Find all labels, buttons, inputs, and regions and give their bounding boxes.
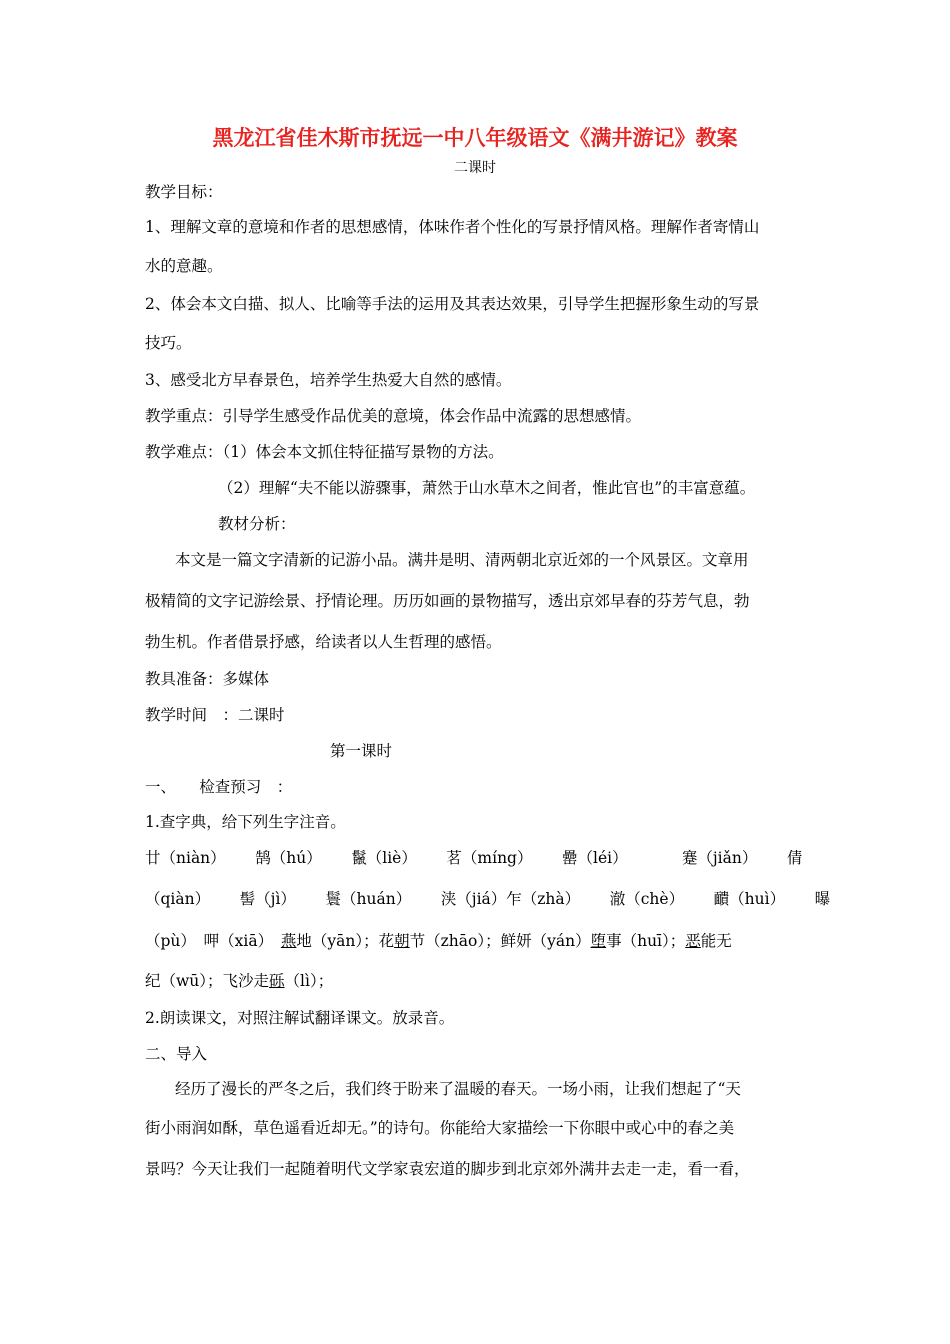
objective-1-line-2: 水的意趣。: [145, 257, 223, 275]
objective-3: 3、感受北方早春景色，培养学生热爱大自然的感情。: [145, 371, 512, 389]
pinyin-item: 罍（léi）: [562, 849, 628, 867]
teaching-time: 教学时间 ：二课时: [145, 706, 285, 724]
pinyin-item: 茗（míng）: [446, 849, 533, 867]
underlined-char: 堕: [590, 932, 607, 950]
analysis-heading: 教材分析：: [218, 515, 296, 533]
teaching-tools: 教具准备：多媒体: [145, 670, 270, 688]
row-text: （pù） 呷（xiā）: [145, 932, 281, 950]
row-text: 地（yān）；花: [296, 932, 395, 950]
pinyin-item: 鬟（huán）: [325, 890, 412, 908]
pinyin-item: 倩: [786, 849, 803, 867]
pinyin-row-2: [145, 887, 830, 909]
objective-1-line-1: 1、理解文章的意境和作者的思想感情，体味作者个性化的写景抒情风格。理解作者寄情山: [145, 218, 760, 236]
row-text: 纪（wū）；飞沙走: [145, 972, 270, 990]
row-text: 节（zhāo）；鲜妍（yán）: [409, 932, 591, 950]
pinyin-item: 鹄（hú）: [255, 849, 322, 867]
analysis-line-2: 极精简的文字记游绘景、抒情论理。历历如画的景物描写，透出京郊早春的芬芳气息，勃: [145, 592, 750, 610]
pinyin-row-4: [145, 969, 333, 991]
pinyin-row-1: [145, 846, 802, 868]
pinyin-row-3: [145, 929, 732, 951]
pinyin-item: 浃（jiá）乍（zhà）: [440, 890, 581, 908]
pinyin-item: 曝: [814, 890, 831, 908]
pinyin-item: 髻（jì）: [239, 890, 296, 908]
section-1-heading: 一、 检查预习 ：: [145, 778, 293, 796]
analysis-line-1: 本文是一篇文字清新的记游小品。满井是明、清两朝北京近郊的一个风景区。文章用: [175, 551, 749, 569]
analysis-line-3: 勃生机。作者借景抒感，给读者以人生哲理的感悟。: [145, 633, 502, 651]
row-text: （lì）；: [284, 972, 334, 990]
pinyin-item: 澈（chè）: [609, 890, 685, 908]
document-title: 黑龙江省佳木斯市抚远一中八年级语文《满井游记》教案: [212, 126, 738, 150]
difficulty-1: 教学难点：（1）体会本文抓住特征描写景物的方法。: [145, 443, 504, 461]
underlined-char: 朝: [394, 932, 410, 950]
objective-2-line-1: 2、体会本文白描、拟人、比喻等手法的运用及其表达效果，引导学生把握形象生动的写景: [145, 295, 760, 313]
intro-line-3: 景吗？今天让我们一起随着明代文学家袁宏道的脚步到北京郊外满井去走一走，看一看，: [145, 1160, 750, 1178]
pinyin-item: （qiàn）: [145, 890, 211, 908]
objectives-heading: 教学目标：: [145, 183, 223, 201]
intro-line-1: 经历了漫长的严冬之后，我们终于盼来了温暖的春天。一场小雨，让我们想起了“天: [175, 1080, 741, 1098]
section-2-heading: 二、导入: [145, 1045, 208, 1063]
pinyin-item: 蹇（jiǎn）: [681, 849, 758, 867]
objective-2-line-2: 技巧。: [145, 334, 192, 352]
pinyin-item: 鬣（liè）: [351, 849, 417, 867]
difficulty-2: （2）理解“夫不能以游骤事，萧然于山水草木之间者，惟此官也”的丰富意蕴。: [218, 479, 756, 497]
underlined-char: 恶: [685, 932, 701, 950]
task-2: 2.朗读课文，对照注解试翻译课文。放录音。: [145, 1009, 455, 1027]
underlined-char: 砾: [269, 972, 285, 990]
document-subtitle: 二课时: [454, 160, 496, 176]
pinyin-item: 靧（huì）: [713, 890, 786, 908]
intro-line-2: 街小雨润如酥，草色遥看近却无。”的诗句。你能给大家描绘一下你眼中或心中的春之美: [145, 1119, 735, 1137]
key-point: 教学重点：引导学生感受作品优美的意境，体会作品中流露的思想感情。: [145, 407, 642, 425]
lesson-heading: 第一课时: [330, 742, 393, 760]
underlined-char: 燕: [280, 932, 297, 950]
pinyin-item: 廿（niàn）: [145, 849, 226, 867]
row-text: 能无: [700, 932, 732, 950]
task-1: 1.查字典，给下列生字注音。: [145, 813, 346, 831]
row-text: 事（huī）；: [606, 932, 686, 950]
